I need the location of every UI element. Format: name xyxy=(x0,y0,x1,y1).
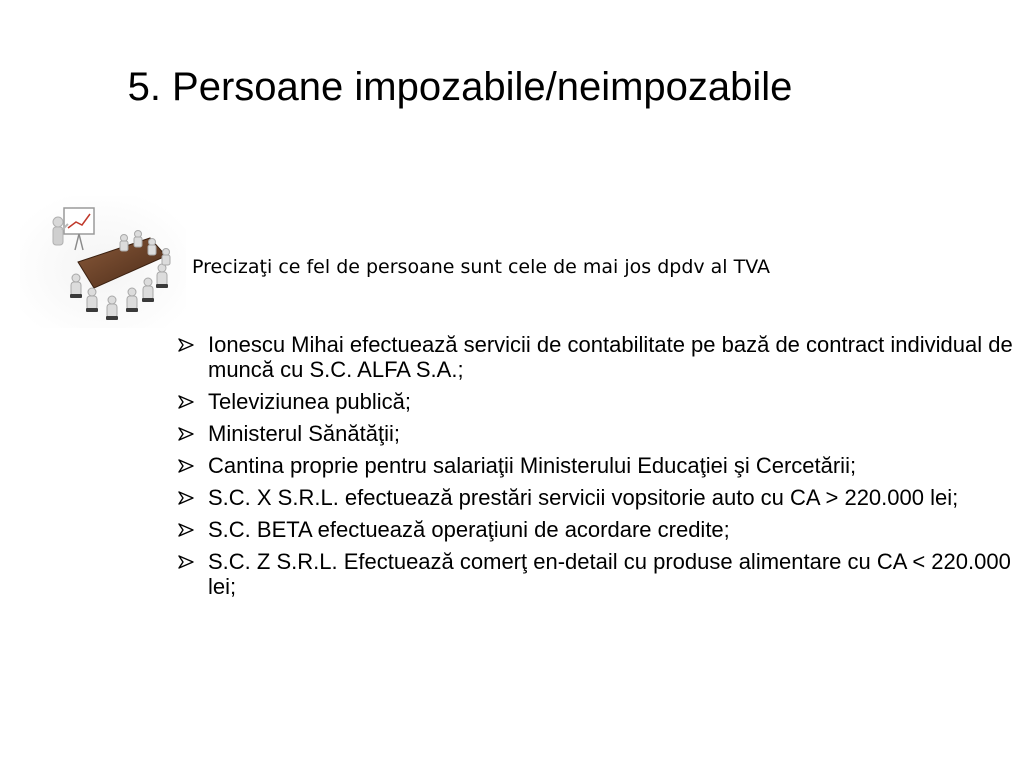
bullet-text: S.C. Z S.R.L. Efectuează comerţ en-detail cu produse alimentare cu CA < 220.000 lei; xyxy=(208,549,1011,599)
arrow-bullet-icon xyxy=(178,491,194,505)
bullet-item xyxy=(176,421,1016,446)
slide-title: 5. Persoane impozabile/neimpozabile xyxy=(127,65,793,109)
bullet-item xyxy=(176,389,1016,414)
bullet-item xyxy=(176,517,1016,542)
bullet-text: S.C. BETA efectuează operaţiuni de acordare credite; xyxy=(208,517,730,542)
bullet-item xyxy=(176,332,1016,382)
bullet-text: Televiziunea publică; xyxy=(208,389,412,414)
bullet-text: Ionescu Mihai efectuează servicii de contabilitate pe bază de contract individual de muncă cu S.C. ALFA S.A.; xyxy=(208,332,1013,382)
bullet-text: Cantina proprie pentru salariaţii Ministerului Educaţiei şi Cercetării; xyxy=(208,453,857,478)
arrow-bullet-icon xyxy=(178,427,194,441)
arrow-bullet-icon xyxy=(178,338,194,352)
arrow-bullet-icon xyxy=(178,523,194,537)
bullet-item xyxy=(176,453,1016,478)
meeting-room-illustration xyxy=(20,196,186,328)
bullet-list xyxy=(176,332,1016,606)
arrow-bullet-icon xyxy=(178,555,194,569)
bullet-item xyxy=(176,549,1016,599)
slide-subtitle: Precizaţi ce fel de persoane sunt cele de mai jos dpdv al TVA xyxy=(192,256,771,278)
arrow-bullet-icon xyxy=(178,459,194,473)
bullet-text: Ministerul Sănătăţii; xyxy=(208,421,400,446)
arrow-bullet-icon xyxy=(178,395,194,409)
bullet-item xyxy=(176,485,1016,510)
bullet-text: S.C. X S.R.L. efectuează prestări servicii vopsitorie auto cu CA > 220.000 lei; xyxy=(208,485,959,510)
